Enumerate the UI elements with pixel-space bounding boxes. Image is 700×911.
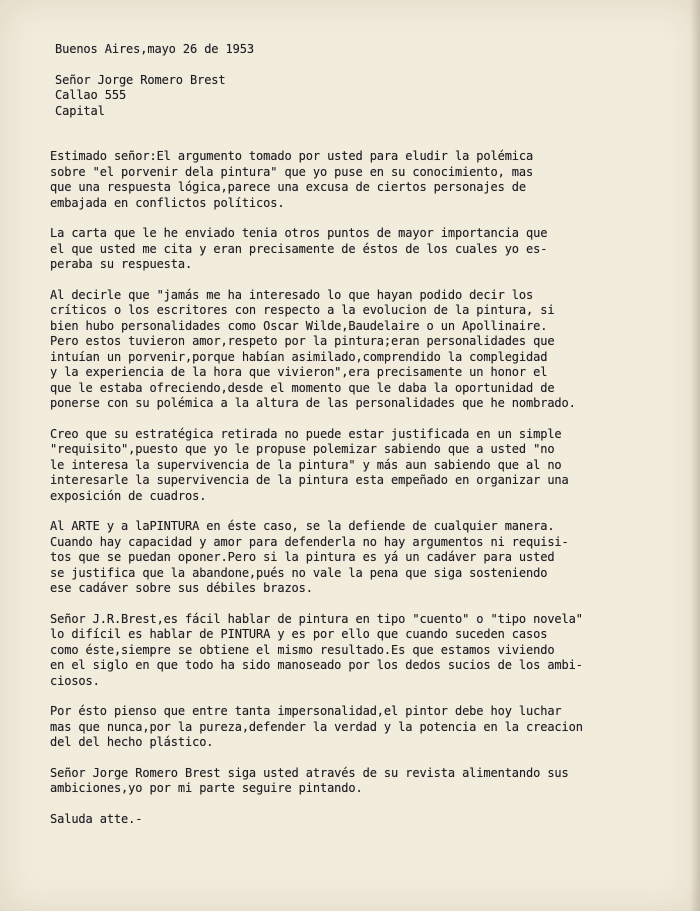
paragraph-line: sobre "el porvenir dela pintura" que yo puse en su conocimiento, mas	[50, 164, 534, 179]
paragraph-4	[50, 427, 700, 505]
paragraph-line: mas que nunca,por la pureza,defender la verdad y la potencia en la creacion	[50, 719, 583, 734]
paragraph-line: el que usted me cita y eran precisamente de éstos de los cuales yo es-	[50, 241, 548, 256]
paragraph-line: le interesa la supervivencia de la pintura" y más aun sabiendo que al no	[50, 457, 562, 472]
paragraph-line: exposición de cuadros.	[50, 488, 207, 503]
paragraph-3	[50, 288, 700, 412]
paragraph-line: lo difícil es hablar de PINTURA y es por ello que cuando suceden casos	[50, 627, 548, 641]
paragraph-line: del del hecho plástico.	[50, 735, 214, 749]
addressee-city: Capital	[55, 103, 105, 118]
paragraph-line: que una respuesta lógica,parece una excusa de ciertos personajes de	[50, 180, 527, 194]
paragraph-line: ambiciones,yo por mi parte seguire pintando.	[50, 781, 363, 795]
paragraph-line: en el siglo en que todo ha sido manoseado por los dedos sucios de los ambi-	[50, 658, 583, 672]
paragraph-2	[50, 226, 700, 273]
paragraph-line: "requisito",puesto que yo le propuse polemizar sabiendo que a usted "no	[50, 442, 555, 456]
paragraph-line: interesarle la supervivencia de la pintura esta empeñado en organizar una	[50, 473, 569, 487]
letter-date: Buenos Aires,mayo 26 de 1953	[55, 42, 254, 56]
typed-letter	[50, 42, 700, 827]
addressee-name: Señor Jorge Romero Brest	[55, 72, 226, 87]
paragraph-line: peraba su respuesta.	[50, 257, 193, 271]
addressee-street: Callao 555	[55, 88, 127, 102]
paragraph-line: Cuando hay capacidad y amor para defenderla no hay argumentos ni requisi-	[50, 534, 569, 549]
paragraph-line: La carta que le he enviado tenia otros puntos de mayor importancia que	[50, 226, 548, 240]
paragraph-7	[50, 704, 700, 751]
addressee-block	[55, 73, 700, 120]
paragraph-line: intuían un porvenir,porque habían asimilado,comprendido la complegidad	[50, 349, 548, 364]
paragraph-line: Pero estos tuvieron amor,respeto por la pintura;eran personalidades que	[50, 334, 555, 348]
paragraph-line: Al decirle que "jamás me ha interesado lo que hayan podido decir los	[50, 287, 534, 302]
paragraph-line: y la experiencia de la hora que vivieron",era precisamente un honor el	[50, 365, 548, 379]
paragraph-line: Al ARTE y a laPINTURA en éste caso, se la defiende de cualquier manera.	[50, 519, 555, 533]
paragraph-line: ponerse con su polémica a la altura de las personalidades que he nombrado.	[50, 396, 576, 410]
paragraph-line: Señor Jorge Romero Brest siga usted através de su revista alimentando sus	[50, 765, 569, 780]
paragraph-line: se justifica que la abandone,pués no vale la pena que siga sosteniendo	[50, 565, 548, 580]
closing-salutation: Saluda atte.-	[50, 811, 143, 826]
paragraph-line: embajada en conflictos políticos.	[50, 195, 285, 210]
paragraph-line: como éste,siempre se obtiene el mismo resultado.Es que estamos viviendo	[50, 642, 555, 657]
paragraph-line: Estimado señor:El argumento tomado por usted para eludir la polémica	[50, 149, 534, 163]
paragraph-line: que le estaba ofreciendo,desde el momento que le daba la oportunidad de	[50, 380, 555, 395]
paragraph-line: ciosos.	[50, 673, 100, 688]
paragraph-8	[50, 766, 700, 797]
paragraph-5	[50, 519, 700, 597]
paragraph-line: ese cadáver sobre sus débiles brazos.	[50, 581, 313, 595]
paragraph-line: críticos o los escritores con respecto a la evolucion de la pintura, si	[50, 303, 555, 317]
paragraph-line: bien hubo personalidades como Oscar Wilde,Baudelaire o un Apollinaire.	[50, 318, 548, 333]
paragraph-line: tos que se puedan oponer.Pero si la pintura es yá un cadáver para usted	[50, 550, 555, 564]
paragraph-line: Señor J.R.Brest,es fácil hablar de pintura en tipo "cuento" o "tipo novela"	[50, 611, 583, 626]
paragraph-line: Creo que su estratégica retirada no puede estar justificada en un simple	[50, 426, 562, 441]
paragraph-1	[50, 149, 700, 211]
paragraph-line: Por ésto pienso que entre tanta impersonalidad,el pintor debe hoy luchar	[50, 704, 562, 718]
closing-block	[50, 812, 700, 828]
paragraph-6	[50, 612, 700, 690]
